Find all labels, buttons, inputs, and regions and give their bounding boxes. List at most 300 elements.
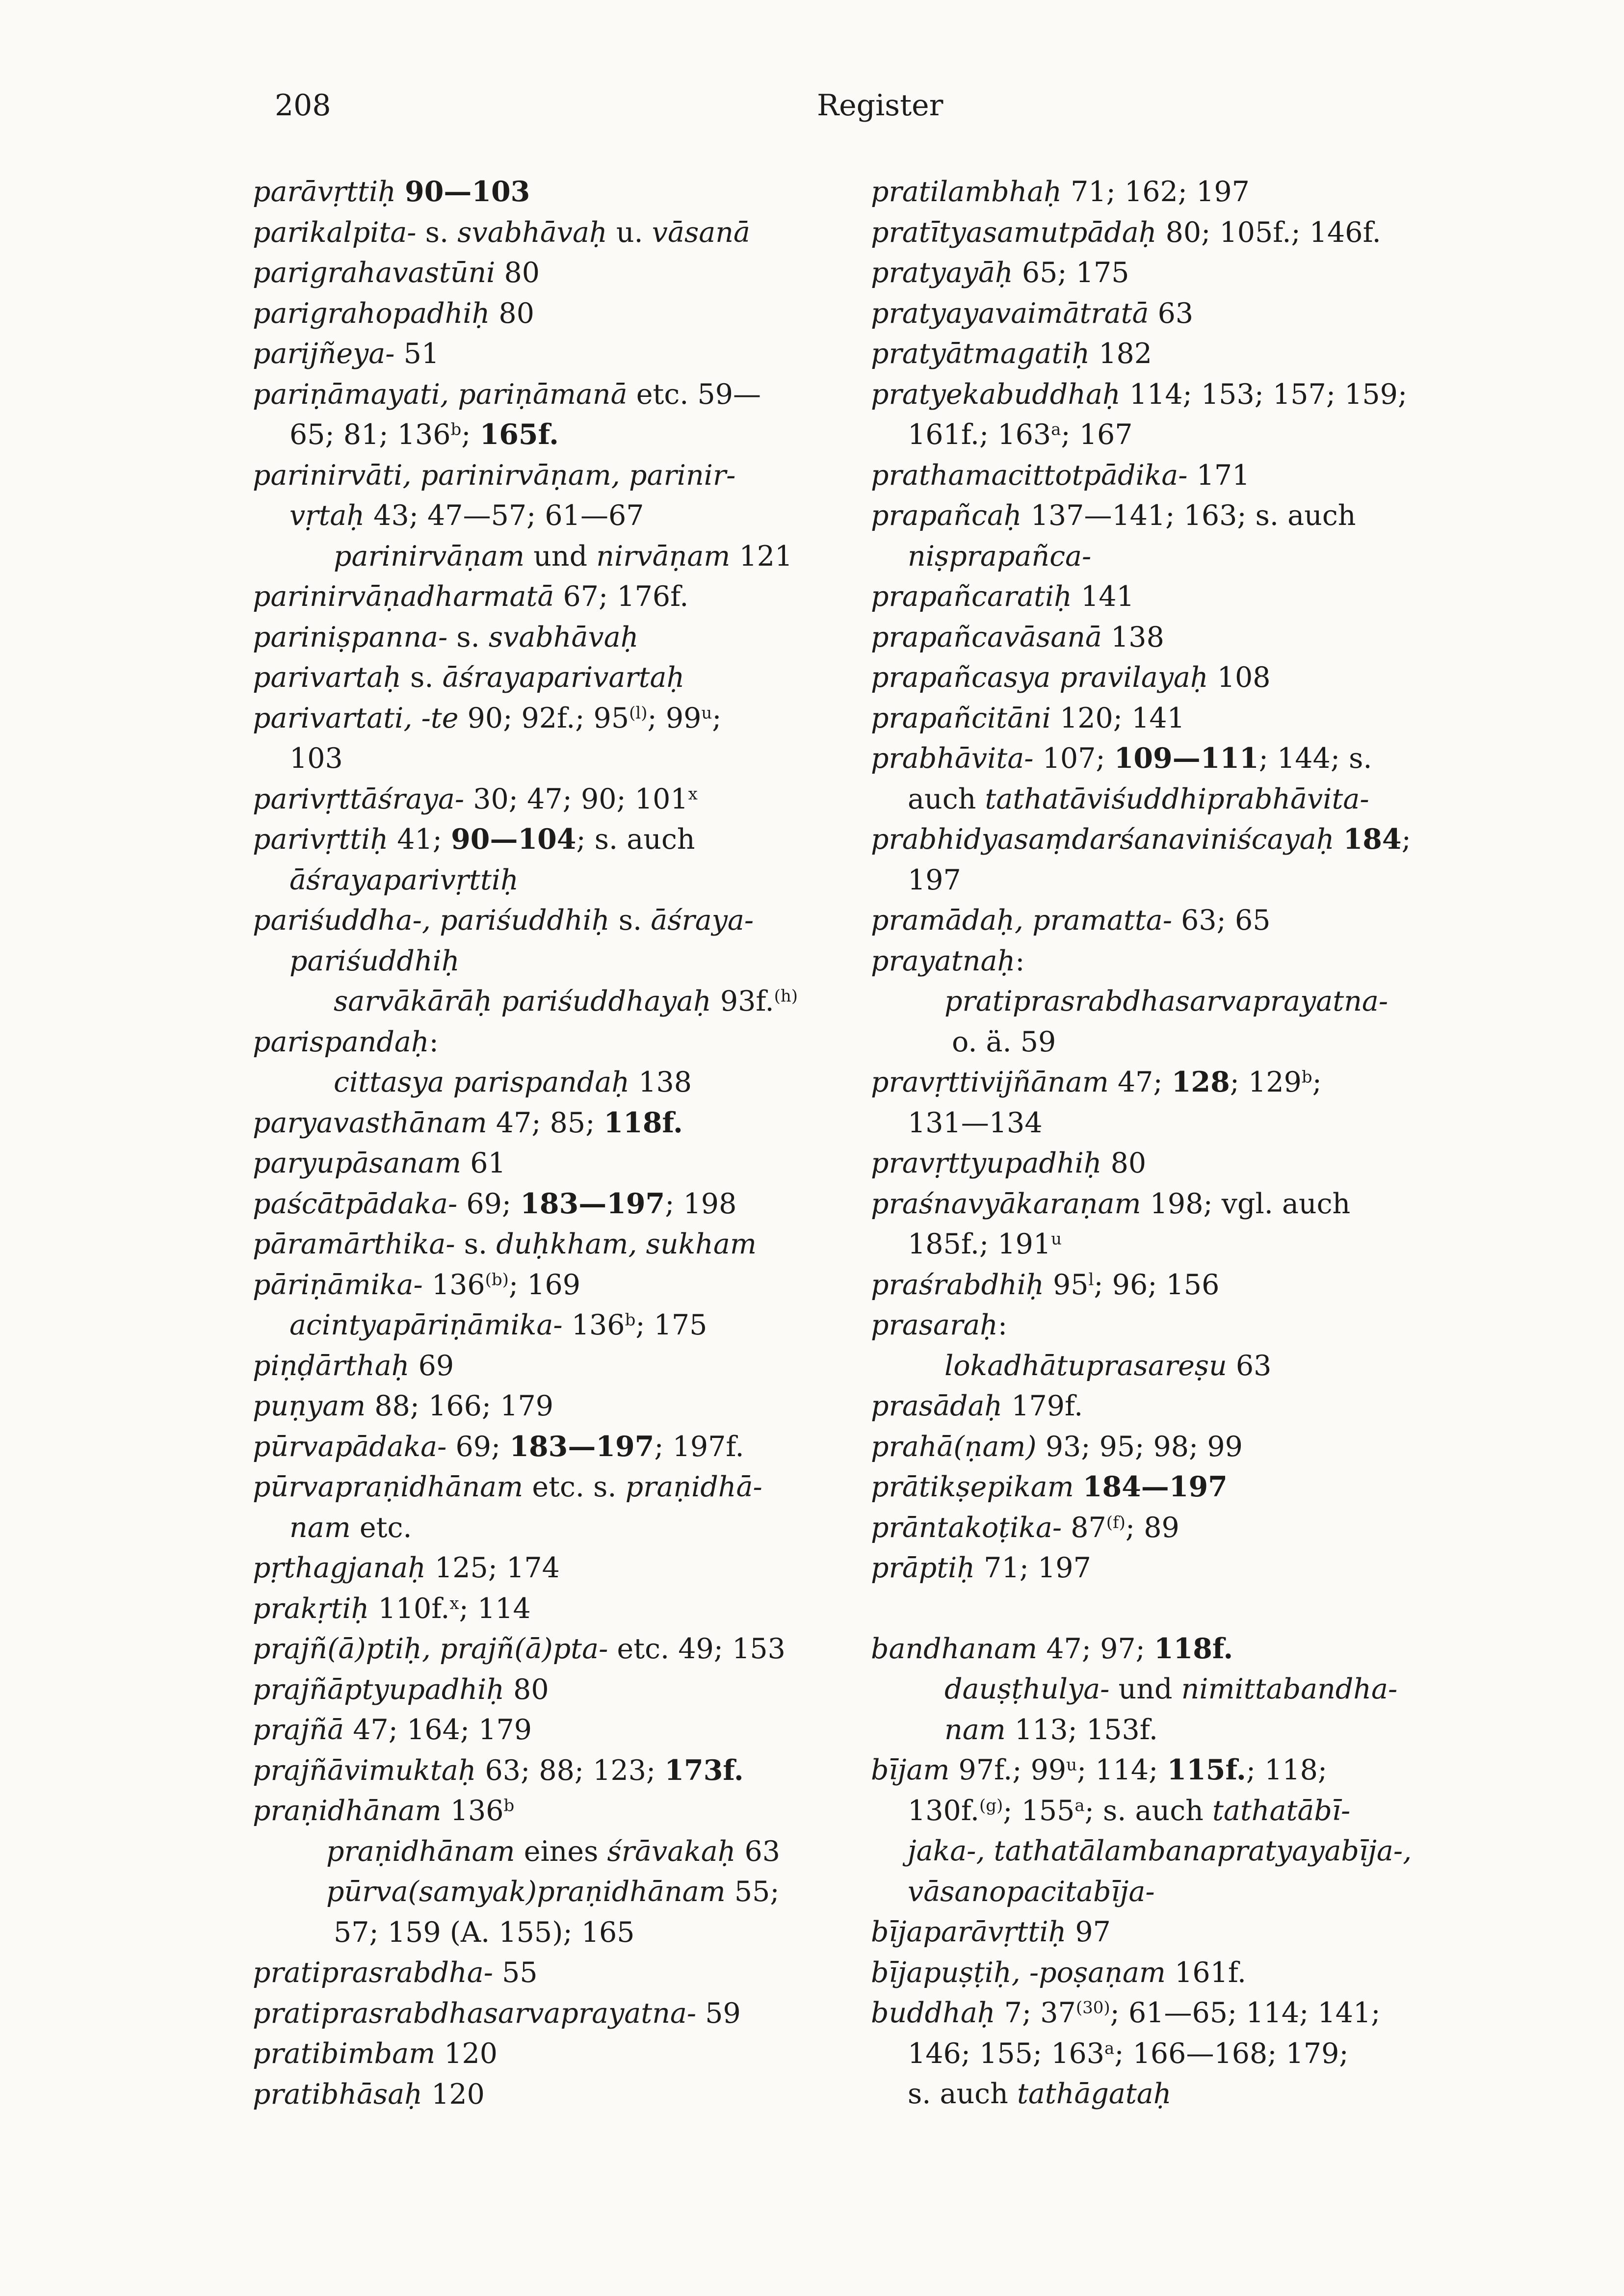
index-entry: [253, 1953, 876, 1993]
page-refs: s.: [416, 216, 458, 249]
headword: prātikṣepikam: [871, 1471, 1074, 1503]
page-refs: 107;: [1033, 742, 1114, 775]
index-entry: [253, 1548, 876, 1589]
index-entry: [253, 1305, 876, 1346]
headword: vṛtaḥ: [289, 499, 365, 532]
bold-page-ref: 128: [1171, 1066, 1230, 1098]
index-entry: [871, 1750, 1494, 1791]
page-refs: 47;: [1108, 1066, 1172, 1098]
page-refs: 120; 141: [1050, 702, 1185, 734]
headword: svabhāvaḥ: [488, 621, 639, 653]
page-refs: 136: [422, 1268, 485, 1301]
headword: parāvṛttiḥ: [253, 176, 396, 208]
page-refs: 57; 159 (A. 155); 165: [334, 1916, 635, 1949]
page-refs: :: [1015, 944, 1025, 977]
index-entry: [253, 860, 876, 901]
index-entry: [871, 253, 1494, 293]
superscript-note: (f): [1106, 1512, 1126, 1532]
superscript-note: b: [503, 1796, 515, 1816]
index-entry: [871, 455, 1494, 496]
page-refs: ; 166—168; 179;: [1114, 2037, 1349, 2070]
bold-page-ref: 109—111: [1114, 742, 1259, 775]
index-entry: [871, 1305, 1494, 1346]
page-refs: 141: [1072, 580, 1134, 613]
headword: bījam: [871, 1754, 950, 1786]
headword: śrāvakaḥ: [607, 1835, 736, 1868]
page-refs: ; 169: [508, 1268, 581, 1301]
headword: pūrvapraṇidhānam: [253, 1471, 524, 1503]
headword: parivartati, -te: [253, 702, 459, 734]
index-entry: [871, 1629, 1494, 1670]
page-refs: 171: [1187, 459, 1250, 492]
page-refs: 146; 155; 163: [908, 2037, 1105, 2070]
headword: parijñeya-: [253, 338, 395, 370]
headword: nam: [289, 1511, 351, 1544]
index-entry: [253, 941, 876, 982]
page-refs: 108: [1208, 661, 1271, 694]
superscript-note: l: [1088, 1269, 1094, 1289]
bold-page-ref: 165f.: [479, 418, 559, 451]
index-entry: [871, 1669, 1494, 1710]
headword: vāsanopacitabīja-: [908, 1875, 1155, 1908]
page-refs: [1074, 1471, 1083, 1503]
headword: prasādaḥ: [871, 1390, 1003, 1422]
page-refs: :: [429, 1025, 439, 1058]
superscript-note: (l): [629, 703, 648, 723]
index-entry: [253, 1427, 876, 1467]
headword: pratyātmagatiḥ: [871, 338, 1090, 370]
page-refs: 80: [504, 1673, 549, 1706]
headword: pūrva(samyak)praṇidhānam: [326, 1876, 726, 1908]
page-refs: 69;: [457, 1187, 521, 1220]
headword: acintyapāriṇāmika-: [289, 1309, 563, 1341]
index-entry: [871, 657, 1494, 698]
page-refs: und: [1109, 1673, 1181, 1705]
index-entry: [871, 1346, 1494, 1386]
headword: bandhanam: [871, 1632, 1038, 1665]
headword: praṇidhā-: [625, 1471, 762, 1503]
page-refs: 130f.: [908, 1794, 979, 1827]
superscript-note: a: [1074, 1795, 1085, 1815]
page-refs: o. ä. 59: [952, 1025, 1056, 1058]
page-refs: 63; 65: [1172, 904, 1271, 937]
headword: pratyayāḥ: [871, 257, 1013, 289]
index-entry: [871, 1993, 1494, 2034]
headword: pratiprasrabdhasarvaprayatna-: [253, 1997, 697, 2030]
page-refs: ; 175: [635, 1309, 707, 1341]
headword: āśrayaparivṛttiḥ: [289, 863, 519, 896]
page-refs: 63: [1227, 1349, 1272, 1382]
headword: prāptiḥ: [871, 1552, 975, 1584]
index-entry: [253, 2074, 876, 2115]
headword: prayatnaḥ: [871, 944, 1016, 977]
index-entry: [871, 1953, 1494, 1993]
headword: bījaparāvṛttiḥ: [871, 1916, 1067, 1948]
page-refs: ; s. auch: [576, 823, 695, 856]
index-entry: [871, 1386, 1494, 1427]
page-refs: 110f.: [369, 1592, 450, 1625]
superscript-note: (g): [979, 1795, 1003, 1815]
headword: prahā(ṇam): [871, 1430, 1037, 1463]
bold-page-ref: 115f.: [1167, 1753, 1246, 1786]
headword: prathamacittotpādika-: [871, 459, 1188, 492]
index-entry: [871, 900, 1494, 941]
index-entry: [253, 698, 876, 739]
index-entry: [871, 293, 1494, 334]
headword: nimittabandha-: [1181, 1673, 1398, 1705]
headword: pratibimbam: [253, 2037, 436, 2070]
index-entry: [253, 1872, 876, 1912]
index-entry: [253, 1062, 876, 1103]
page-refs: s.: [455, 1228, 497, 1260]
headword: prajñ(ā)ptiḥ, prajñ(ā)pta-: [253, 1633, 608, 1665]
index-entry: [871, 698, 1494, 739]
index-entry: [253, 1589, 876, 1629]
index-entry: [253, 496, 876, 536]
index-entry: [871, 1791, 1494, 1831]
headword: duḥkham, sukham: [496, 1228, 757, 1260]
page-refs: eines: [515, 1835, 607, 1868]
headword: prapañcasya pravilayaḥ: [871, 661, 1208, 694]
page-refs: ;: [1401, 823, 1411, 856]
headword: pariniṣpanna-: [253, 621, 448, 653]
page-refs: :: [997, 1309, 1008, 1341]
headword: parinirvāṇadharmatā: [253, 580, 554, 613]
page-refs: ; 99: [647, 702, 702, 734]
headword: piṇḍārthaḥ: [253, 1349, 410, 1382]
page-refs: 93f.: [711, 985, 774, 1018]
page-refs: s.: [609, 904, 651, 937]
page-refs: 65; 175: [1013, 257, 1129, 289]
page-refs: 47; 164; 179: [344, 1714, 532, 1746]
headword: pāriṇāmika-: [253, 1268, 423, 1301]
headword: jaka-, tathatālambanapratyayabīja-,: [908, 1835, 1412, 1867]
page-refs: ; 89: [1125, 1511, 1179, 1544]
index-entry: [871, 1184, 1494, 1225]
index-entry: [871, 536, 1494, 577]
index-entry: [253, 1629, 876, 1670]
running-head: Register: [817, 88, 943, 123]
headword: tathāgataḥ: [1017, 2078, 1172, 2110]
headword: pravṛttivijñānam: [871, 1066, 1109, 1098]
index-entry: [871, 2074, 1494, 2114]
index-entry: [253, 779, 876, 820]
page-refs: 182: [1090, 338, 1152, 370]
index-entry: [253, 1143, 876, 1184]
page-refs: ; 198: [665, 1187, 737, 1220]
page-refs: 103: [289, 742, 343, 775]
index-entry: [871, 819, 1494, 860]
headword: lokadhātuprasareṣu: [944, 1349, 1227, 1382]
index-entry: [871, 1224, 1494, 1265]
headword: pratiprasrabdhasarvaprayatna-: [944, 985, 1388, 1018]
page-number: 208: [275, 88, 331, 123]
headword: parikalpita-: [253, 216, 417, 249]
headword: parivartaḥ: [253, 661, 401, 694]
headword: āśrayaparivartaḥ: [442, 661, 685, 694]
index-entry: [253, 1265, 876, 1305]
page-refs: 93; 95; 98; 99: [1036, 1430, 1243, 1463]
index-entry: [253, 1224, 876, 1265]
page-refs: ;: [1312, 1066, 1322, 1098]
headword: parispandaḥ: [253, 1025, 429, 1058]
page-refs: 120: [435, 2037, 498, 2070]
page-refs: 95: [1044, 1268, 1089, 1301]
superscript-note: x: [449, 1593, 459, 1613]
index-entry: [871, 2034, 1494, 2074]
headword: vāsanā: [652, 216, 750, 249]
index-entry: [253, 1791, 876, 1831]
index-entry: [871, 1872, 1494, 1912]
page-refs: s.: [401, 661, 443, 694]
index-entry: [253, 1710, 876, 1750]
page-refs: 125; 174: [425, 1552, 560, 1584]
headword: paścātpādaka-: [253, 1187, 458, 1220]
index-entry: [871, 1467, 1494, 1508]
index-entry: [871, 1062, 1494, 1103]
headword: prajñā: [253, 1714, 344, 1746]
index-entry: [253, 334, 876, 374]
headword: prapañcavāsanā: [871, 621, 1102, 653]
index-entry: [253, 617, 876, 658]
index-entry: [253, 657, 876, 698]
page-refs: 90; 92f.; 95: [458, 702, 629, 734]
index-entry: [871, 1143, 1494, 1184]
headword: sarvākārāḥ pariśuddhayaḥ: [334, 985, 711, 1018]
bold-page-ref: 90—103: [405, 175, 530, 208]
headword: puṇyam: [253, 1390, 366, 1422]
headword: svabhāvaḥ: [457, 216, 607, 249]
page-refs: 138: [629, 1066, 692, 1098]
index-entry: [253, 374, 876, 415]
headword: tathatāviśuddhiprabhāvita-: [985, 783, 1369, 815]
superscript-note: (b): [485, 1269, 509, 1289]
headword: āśraya-: [651, 904, 754, 937]
headword: pariṇāmayati, pariṇāmanā: [253, 378, 628, 411]
index-entry: [871, 860, 1494, 901]
page-refs: etc. 49; 153: [608, 1633, 786, 1665]
index-entry: [253, 1993, 876, 2034]
headword: parigrahopadhiḥ: [253, 297, 490, 330]
page-refs: 136: [441, 1795, 504, 1827]
headword: bījapuṣṭiḥ, -poṣaṇam: [871, 1956, 1166, 1989]
headword: prakṛtiḥ: [253, 1592, 369, 1625]
page-refs: und: [524, 540, 597, 573]
headword: dauṣṭhulya-: [944, 1673, 1110, 1705]
index-entry: [253, 1022, 876, 1063]
page-refs: 198; vgl. auch: [1141, 1187, 1351, 1220]
headword: prajñāvimuktaḥ: [253, 1754, 476, 1787]
page-refs: 80; 105f.; 146f.: [1156, 216, 1381, 249]
page-refs: ; s. auch: [1084, 1794, 1212, 1827]
index-entry: [253, 253, 876, 293]
page-refs: 136: [562, 1309, 625, 1341]
page-refs: 7; 37: [995, 1997, 1076, 2029]
page-refs: ; 197f.: [654, 1430, 744, 1463]
page-refs: 63; 88; 123;: [476, 1754, 665, 1787]
index-entry: [871, 1912, 1494, 1953]
page-refs: 179f.: [1002, 1390, 1083, 1422]
bold-page-ref: 118f.: [603, 1106, 683, 1139]
page-refs: 131—134: [908, 1106, 1043, 1139]
page-refs: 43; 47—57; 61—67: [365, 499, 644, 532]
headword: pratibhāsaḥ: [253, 2078, 422, 2111]
headword: pramādaḥ, pramatta-: [871, 904, 1172, 937]
index-entry: [871, 1831, 1494, 1872]
page-refs: 71; 197: [975, 1552, 1091, 1584]
page-refs: 55;: [725, 1876, 780, 1908]
page-refs: 63: [1149, 297, 1194, 330]
page-refs: 97: [1066, 1916, 1111, 1948]
page-refs: ;: [712, 702, 722, 734]
page-refs: 113; 153f.: [1005, 1713, 1158, 1746]
headword: pratītyasamutpādaḥ: [871, 216, 1157, 249]
index-entry: [871, 1103, 1494, 1144]
index-entry: [253, 1508, 876, 1548]
page-refs: s. auch: [908, 2078, 1017, 2110]
headword: buddhaḥ: [871, 1997, 995, 2029]
page-refs: u.: [607, 216, 652, 249]
page-refs: 67; 176f.: [554, 580, 689, 613]
page-refs: 138: [1101, 621, 1164, 653]
page-refs: 121: [730, 540, 793, 573]
superscript-note: (30): [1075, 1998, 1110, 2018]
headword: prajñāptyupadhiḥ: [253, 1673, 504, 1706]
headword: pariśuddhiḥ: [289, 944, 460, 977]
headword: pūrvapādaka-: [253, 1430, 447, 1463]
page-refs: ; 61—65; 114; 141;: [1110, 1997, 1381, 2029]
page-refs: 80: [1101, 1147, 1147, 1179]
superscript-note: u: [701, 703, 712, 723]
superscript-note: a: [1104, 2038, 1115, 2058]
index-entry: [253, 1184, 876, 1225]
index-entry: [871, 1265, 1494, 1305]
superscript-note: u: [1051, 1229, 1062, 1249]
page-refs: 47; 97;: [1037, 1632, 1154, 1665]
page-refs: ; 129: [1230, 1066, 1302, 1098]
page-refs: etc. s.: [523, 1471, 626, 1503]
page-refs: [1334, 823, 1343, 856]
page-refs: 137—141; 163; s. auch: [1022, 499, 1356, 532]
index-entry: [871, 576, 1494, 617]
headword: prabhidyasaṃdarśanaviniścayaḥ: [871, 823, 1335, 856]
page-refs: 161f.: [1165, 1956, 1247, 1989]
headword: nirvāṇam: [596, 540, 731, 573]
headword: praśnavyākaraṇam: [871, 1187, 1141, 1220]
page-refs: ; 114;: [1077, 1754, 1167, 1786]
headword: parivṛttāśraya-: [253, 783, 465, 815]
superscript-note: x: [688, 783, 698, 804]
headword: tathatābī-: [1212, 1794, 1351, 1827]
headword: pravṛttyupadhiḥ: [871, 1147, 1102, 1179]
bold-page-ref: 118f.: [1153, 1632, 1233, 1665]
headword: pariśuddha-, pariśuddhiḥ: [253, 904, 610, 937]
page-refs: 185f.; 191: [908, 1228, 1051, 1260]
page-refs: 114; 153; 157; 159;: [1120, 378, 1408, 411]
headword: pratiprasrabdha-: [253, 1957, 493, 1989]
headword: praśrabdhiḥ: [871, 1268, 1044, 1301]
index-entry: [253, 1750, 876, 1791]
page-refs: 197: [908, 863, 961, 896]
headword: praṇidhānam: [326, 1835, 515, 1868]
superscript-note: a: [1051, 419, 1061, 440]
index-column-right: [871, 172, 1494, 2114]
index-entry: [253, 2034, 876, 2074]
index-entry: [253, 455, 876, 496]
headword: cittasya parispandaḥ: [334, 1066, 630, 1098]
index-entry: [253, 293, 876, 334]
index-entry: [253, 212, 876, 253]
headword: prasaraḥ: [871, 1309, 998, 1341]
index-entry: [871, 496, 1494, 536]
index-entry: [871, 1710, 1494, 1750]
headword: pāramārthika-: [253, 1228, 455, 1260]
page-refs: 161f.; 163: [908, 418, 1051, 451]
page-refs: [396, 176, 405, 208]
page-refs: 65; 81; 136: [289, 418, 451, 451]
headword: prabhāvita-: [871, 742, 1034, 775]
headword: niṣprapañca-: [908, 540, 1092, 573]
superscript-note: b: [450, 419, 462, 440]
index-entry: [253, 1831, 876, 1872]
index-entry: [253, 1386, 876, 1427]
index-entry: [253, 738, 876, 779]
page-refs: 47; 85;: [487, 1106, 604, 1139]
index-entry: [253, 1346, 876, 1386]
headword: nam: [944, 1713, 1006, 1746]
page-refs: ;: [461, 418, 480, 451]
page-refs: ; 118;: [1246, 1754, 1328, 1786]
superscript-note: b: [625, 1310, 636, 1330]
index-entry: [253, 1103, 876, 1144]
page-refs: ; 155: [1003, 1794, 1075, 1827]
headword: parinirvāṇam: [334, 540, 525, 573]
index-entry: [871, 941, 1494, 982]
bold-page-ref: 90—104: [451, 823, 576, 856]
page-refs: etc.: [350, 1511, 412, 1544]
headword: pṛthagjanaḥ: [253, 1552, 426, 1584]
page-refs: 69;: [446, 1430, 510, 1463]
page-refs: ; 167: [1061, 418, 1133, 451]
page-refs: etc. 59—: [627, 378, 761, 411]
index-entry: [253, 1670, 876, 1710]
index-entry: [871, 374, 1494, 415]
index-entry: [871, 1022, 1494, 1063]
page-refs: 88; 166; 179: [366, 1390, 554, 1422]
headword: paryavasthānam: [253, 1106, 487, 1139]
index-entry: [871, 1548, 1494, 1589]
index-entry: [253, 900, 876, 941]
page-refs: 63: [735, 1835, 781, 1868]
index-entry: [871, 334, 1494, 374]
superscript-note: u: [1066, 1755, 1077, 1775]
page-refs: 59: [696, 1997, 741, 2030]
page-refs: auch: [908, 783, 985, 815]
headword: parivṛttiḥ: [253, 823, 389, 856]
page-refs: s.: [447, 621, 489, 653]
index-entry: [253, 1912, 876, 1953]
page-refs: 61: [461, 1147, 506, 1179]
page-refs: 80: [490, 297, 534, 330]
page-refs: 120: [422, 2078, 485, 2111]
page-refs: 51: [394, 338, 440, 370]
index-entry: [871, 415, 1494, 455]
index-entry: [871, 212, 1494, 253]
page-refs: ; 144; s.: [1258, 742, 1372, 775]
headword: prapañcitāni: [871, 702, 1051, 734]
headword: parigrahavastūni: [253, 257, 496, 289]
page-header: [0, 83, 1624, 128]
